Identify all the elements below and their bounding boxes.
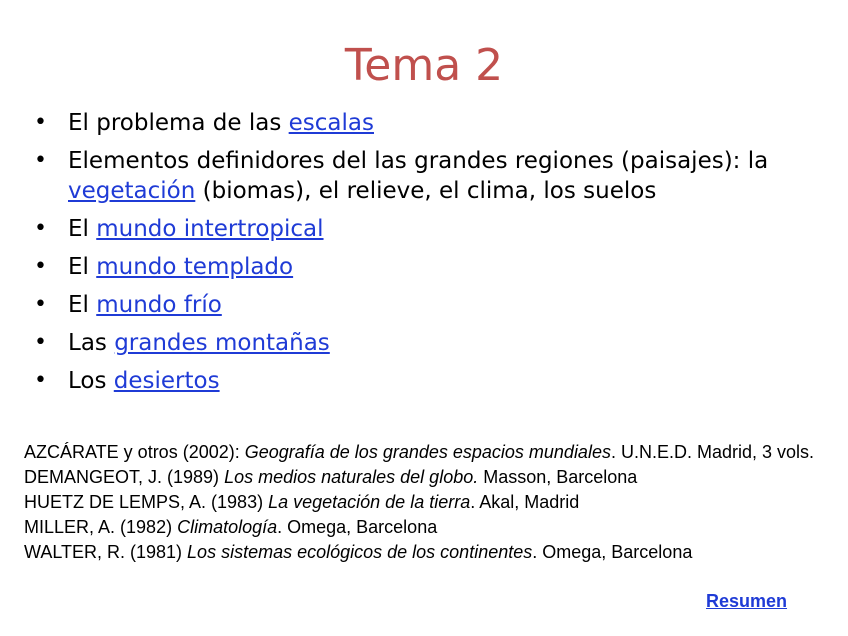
reference-publisher: . Akal, Madrid [470, 492, 580, 512]
reference-item [24, 540, 824, 565]
slide-title: Tema 2 [344, 40, 504, 91]
bullet-text: El problema de las [68, 110, 289, 136]
bullet-text: El [68, 254, 97, 280]
reference-item [24, 440, 824, 465]
bibliography [24, 440, 824, 565]
bullet-text: Elementos definidores del las grandes regiones (paisajes): la [68, 148, 769, 174]
reference-publisher: Masson, Barcelona [478, 467, 638, 487]
resumen-link[interactable]: Resumen [706, 591, 788, 611]
bullet-icon: • [34, 110, 47, 135]
list-item [30, 290, 820, 320]
reference-title: La vegetación de la tierra [268, 492, 471, 512]
bullet-text: El [68, 216, 97, 242]
list-item [30, 252, 820, 282]
link-mundo-templado[interactable]: mundo templado [96, 254, 294, 280]
link-grandes-montanas[interactable]: grandes montañas [114, 330, 330, 356]
reference-item [24, 490, 824, 515]
reference-publisher: . Omega, Barcelona [532, 542, 693, 562]
list-item [30, 214, 820, 244]
reference-title: Climatología [177, 517, 278, 537]
reference-author: HUETZ DE LEMPS, A. (1983) [24, 492, 269, 512]
bullet-icon: • [34, 368, 47, 393]
bullet-text: El [68, 292, 97, 318]
list-item [30, 328, 820, 358]
list-item [30, 366, 820, 396]
bullet-icon: • [34, 330, 47, 355]
bullet-icon: • [34, 292, 47, 317]
bullet-icon: • [34, 254, 47, 279]
bullet-text-after: (biomas), el relieve, el clima, los suelos [195, 178, 657, 204]
reference-author: AZCÁRATE y otros (2002): [24, 442, 245, 462]
bullet-icon: • [34, 216, 47, 241]
reference-publisher: . U.N.E.D. Madrid, 3 vols. [610, 442, 815, 462]
reference-item [24, 515, 824, 540]
list-item [30, 146, 820, 206]
reference-title: Los medios naturales del globo. [224, 467, 479, 487]
link-mundo-frio[interactable]: mundo frío [96, 292, 222, 318]
bullet-text: Los [68, 368, 114, 394]
link-mundo-intertropical[interactable]: mundo intertropical [96, 216, 324, 242]
reference-publisher: . Omega, Barcelona [277, 517, 438, 537]
reference-title: Geografía de los grandes espacios mundiales [244, 442, 611, 462]
reference-author: MILLER, A. (1982) [24, 517, 178, 537]
bullet-text: Las [68, 330, 115, 356]
reference-author: WALTER, R. (1981) [24, 542, 188, 562]
reference-author: DEMANGEOT, J. (1989) [24, 467, 225, 487]
link-vegetacion[interactable]: vegetación [68, 178, 196, 204]
link-desiertos[interactable]: desiertos [113, 368, 220, 394]
link-escalas[interactable]: escalas [288, 110, 374, 136]
reference-title: Los sistemas ecológicos de los continentes [187, 542, 533, 562]
reference-item [24, 465, 824, 490]
list-item [30, 108, 820, 138]
topic-list [30, 108, 820, 404]
bullet-icon: • [34, 148, 47, 173]
